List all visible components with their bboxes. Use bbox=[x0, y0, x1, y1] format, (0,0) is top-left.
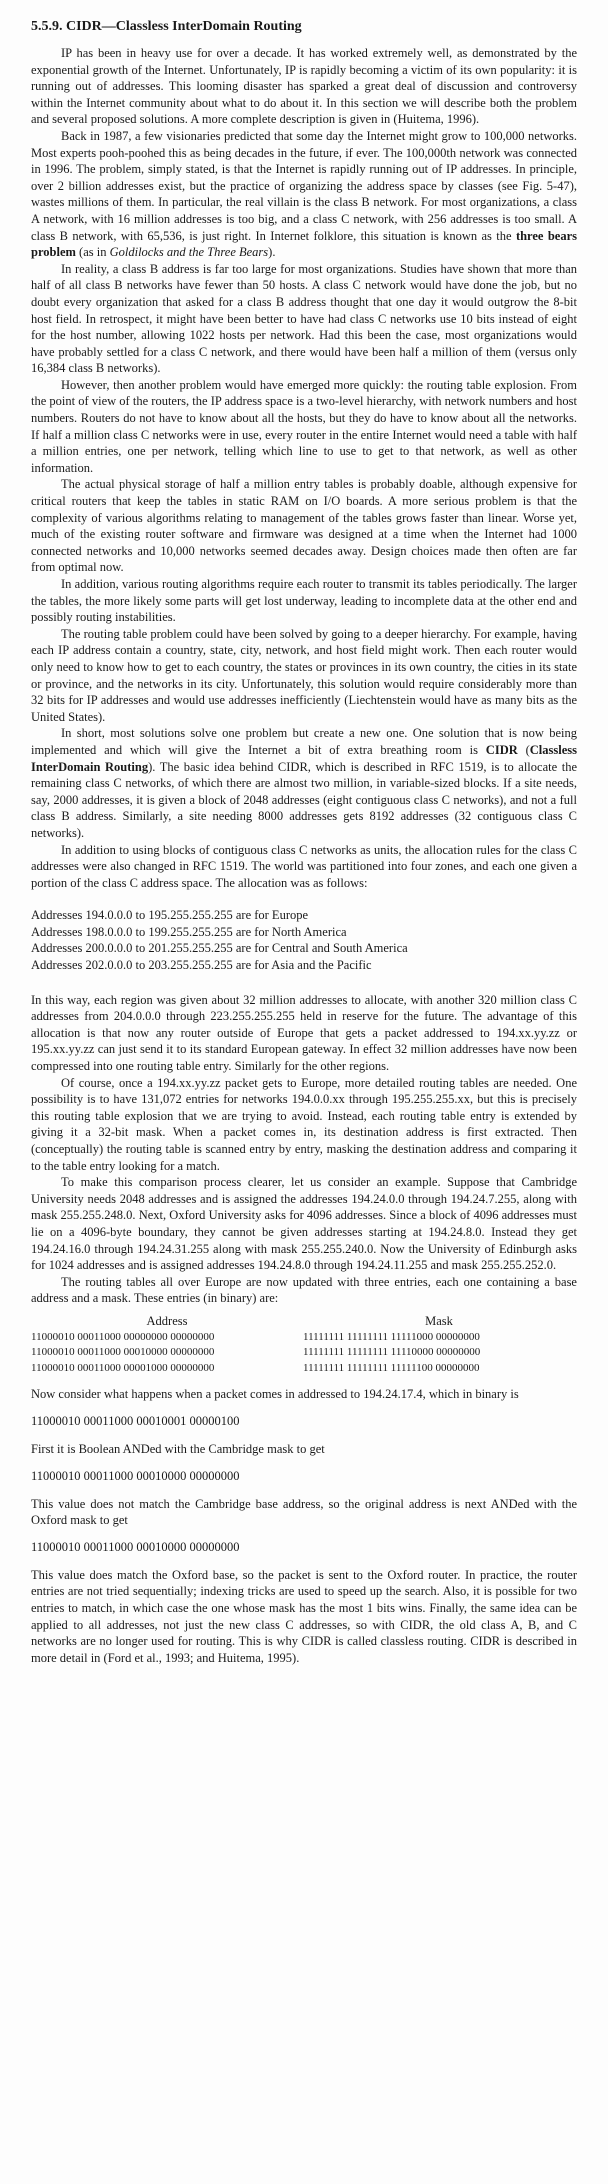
paragraph-1: IP has been in heavy use for over a decade. It has worked extremely well, as demonstrated by the exponential growth of the Internet. Unfortunately, IP is rapidly becoming a victim of its own popularity: it is running out of addresses. This looming disaster has sparked a great deal of discussion and controversy within the Internet community about what to do about it. In this section we will describe both the problem and several proposed solutions. A more complete description is given in (Huitema, 1996). bbox=[31, 46, 577, 127]
paragraph-9: In addition to using blocks of contiguous class C networks as units, the allocation rules for the class C addresses were also changed in RFC 1519. The world was partitioned into four zones, and each one given a portion of the class C address space. The allocation was as follows: bbox=[31, 842, 577, 890]
table-row bbox=[31, 1361, 575, 1377]
mask-column-header: Mask bbox=[425, 1313, 453, 1328]
goldilocks-title: Goldilocks and the Three Bears bbox=[109, 245, 269, 260]
paragraph-8-text-b: ( bbox=[517, 742, 530, 757]
paragraph-3: In reality, a class B address is far too large for most organizations. Studies have shown that more than half of all class B networks have fewer than 50 hosts. A class C network would have done the job, but no doubt every organization that asked for a class B address thought that one day it would outgrow the 8-bit host field. In retrospect, it might have been better to have had class C networks use 10 bits instead of eight for the host number, allowing 1022 hosts per network. Had this been the case, most organizations would have probably settled for a class C network, and there would have been half a million of them (versus only 16,384 class B networks). bbox=[31, 261, 577, 376]
oxford-mask: 11111111 11111111 11110000 00000000 bbox=[303, 1346, 481, 1359]
paragraph-10: In this way, each region was given about 32 million addresses to allocate, with another 320 million class C addresses from 204.0.0.0 through 223.255.255.255 held in reserve for the future. The advantage of this allocation is that now any router outside of Europe that gets a packet addressed to 194.xx.yy.zz or 195.xx.yy.zz can just send it to its standard European gateway. In effect 32 million addresses have now been compressed into one routing table entry. Similarly for the other regions. bbox=[31, 992, 577, 1074]
paragraph-15: First it is Boolean ANDed with the Cambridge mask to get bbox=[31, 1442, 325, 1457]
cidr-term: CIDR bbox=[485, 742, 518, 757]
edinburgh-address: 11000010 00011000 00001000 00000000 bbox=[31, 1361, 215, 1374]
allocation-south-america: Addresses 200.0.0.0 to 201.255.255.255 are for Central and South America bbox=[31, 941, 408, 956]
section-title: 5.5.9. CIDR—Classless InterDomain Routing bbox=[31, 19, 302, 34]
three-bears-term: three bears problem bbox=[31, 228, 577, 260]
allocation-europe: Addresses 194.0.0.0 to 195.255.255.255 are for Europe bbox=[31, 908, 309, 923]
routing-table bbox=[31, 1313, 575, 1377]
paragraph-11: Of course, once a 194.xx.yy.zz packet gets to Europe, more detailed routing tables are needed. One possibility is to have 131,072 entries for networks 194.0.0.xx through 195.255.255.xx, but this is precisely this routing table explosion that we are trying to avoid. Instead, each routing table entry is extended by giving it a 32-bit mask. When a packet comes in, its destination address is first extracted. Then (conceptually) the routing table is scanned entry by entry, masking the destination address and comparing it to the table entry looking for a match. bbox=[31, 1075, 577, 1173]
paragraph-8-text-a: In short, most solutions solve one problem but create a new one. One solution that is now being implemented and which will give the Internet a bit of extra breathing room is bbox=[31, 726, 577, 757]
paragraph-2 bbox=[31, 128, 577, 261]
routing-table-header bbox=[31, 1313, 575, 1330]
address-column-header: Address bbox=[146, 1313, 188, 1328]
incoming-binary: 11000010 00011000 00010001 00000100 bbox=[31, 1414, 240, 1429]
document-body bbox=[31, 17, 577, 1666]
cambridge-and-result: 11000010 00011000 00010000 00000000 bbox=[31, 1468, 240, 1483]
oxford-address: 11000010 00011000 00010000 00000000 bbox=[31, 1346, 215, 1359]
paragraph-17: This value does match the Oxford base, so the packet is sent to the Oxford router. In practice, the router entries are not tried sequentially; indexing tricks are used to speed up the search. Also, it is possible for two entries to match, in which case the one whose mask has the most 1 bits wins. Finally, the same idea can be applied to all addresses, not just the new class C addresses, so with CIDR, the old class A, B, and C networks are no longer used for routing. This is why CIDR is called classless routing. CIDR is described in more detail in (Ford et al., 1993; and Huitema, 1995). bbox=[31, 1567, 577, 1665]
allocation-north-america: Addresses 198.0.0.0 to 199.255.255.255 are for North America bbox=[31, 924, 347, 939]
paragraph-8-text-c: ). The basic idea behind CIDR, which is described in RFC 1519, is to allocate the remaining class C networks, of which there are almost two million, in variable-sized blocks. If a site needs, say, 2000 addresses, it is given a block of 2048 addresses (eight contiguous class C networks), and not a full class B address. Similarly, a site needing 8000 addresses gets 8192 addresses (32 contiguous class C networks). bbox=[31, 759, 577, 840]
paragraph-8 bbox=[31, 725, 577, 841]
paragraph-16: This value does not match the Cambridge base address, so the original address is next ANDed with the Oxford mask to get bbox=[31, 1496, 577, 1528]
cambridge-address: 11000010 00011000 00000000 00000000 bbox=[31, 1330, 215, 1343]
paragraph-2-text-a: Back in 1987, a few visionaries predicted that some day the Internet might grow to 100,000 networks. Most experts pooh-poohed this as being decades in the future, if ever. The 100,000th network was connected in 1996. The problem, simply stated, is that the Internet is rapidly running out of IP addresses. In principle, over 2 billion addresses exist, but the practice of organizing the address space by classes (see Fig. 5-47), wastes millions of them. In particular, the real villain is the class B network. For most organizations, a class A network, with 16 million addresses is too big, and a class C network, with 256 addresses is too small. A class B network, with 65,536, is just right. In Internet folklore, this situation is known as the bbox=[31, 128, 577, 243]
edinburgh-mask: 11111111 11111111 11111100 00000000 bbox=[303, 1361, 480, 1374]
paragraph-14: Now consider what happens when a packet comes in addressed to 194.24.17.4, which in binary is bbox=[31, 1387, 519, 1402]
paragraph-12: To make this comparison process clearer, let us consider an example. Suppose that Cambridge University needs 2048 addresses and is assigned the addresses 194.24.0.0 through 194.24.7.255, along with mask 255.255.248.0. Next, Oxford University asks for 4096 addresses. Since a block of 4096 addresses must lie on a 4096-byte boundary, they cannot be given addresses starting at 194.24.8.0. Instead they get 194.24.16.0 through 194.24.31.255 along with mask 255.255.240.0. Now the University of Edinburgh asks for 1024 addresses and is assigned addresses 194.24.8.0 through 194.24.11.255 and mask 255.255.252.0. bbox=[31, 1175, 577, 1273]
paragraph-6: In addition, various routing algorithms require each router to transmit its tables periodically. The larger the tables, the more likely some parts will get lost underway, leading to incomplete data at the other end and possibly routing instabilities. bbox=[31, 577, 577, 625]
paragraph-2-text-b: (as in bbox=[75, 245, 110, 260]
paragraph-2-text-c: ). bbox=[268, 245, 276, 260]
allocation-list bbox=[31, 907, 577, 973]
paragraph-13: The routing tables all over Europe are now updated with three entries, each one containing a base address and a mask. These entries (in binary) are: bbox=[31, 1274, 577, 1306]
cidr-expansion-term: Classless InterDomain Routing bbox=[31, 742, 577, 774]
paragraph-4: However, then another problem would have emerged more quickly: the routing table explosion. From the point of view of the routers, the IP address space is a two-level hierarchy, with network numbers and host numbers. Routers do not have to know about all the hosts, but they do have to know about all the networks. If half a million class C networks were in use, every router in the entire Internet would need a table with half a million entries, one per network, telling which line to use to get to that network, as well as other information. bbox=[31, 377, 577, 475]
oxford-and-result: 11000010 00011000 00010000 00000000 bbox=[31, 1539, 240, 1554]
paragraph-7: The routing table problem could have been solved by going to a deeper hierarchy. For example, having each IP address contain a country, state, city, network, and host field might work. Then each router would only need to know how to get to each country, the states or provinces in its own country, the cities in its state or province, and the networks in its city. Unfortunately, this solution would require considerably more than 32 bits for IP addresses and would use addresses inefficiently (Liechtenstein would have as many bits as the United States). bbox=[31, 626, 577, 724]
table-row bbox=[31, 1345, 575, 1361]
paragraph-5: The actual physical storage of half a million entry tables is probably doable, although expensive for critical routers that keep the tables in static RAM on I/O boards. A more serious problem is that the complexity of various algorithms relating to management of the tables grows faster than linear. Worse yet, much of the existing router software and firmware was designed at a time when the Internet had 1000 connected networks and 10,000 networks seemed decades away. Design choices made then often are far from optimal now. bbox=[31, 477, 577, 575]
cambridge-mask: 11111111 11111111 11111000 00000000 bbox=[303, 1330, 480, 1343]
allocation-asia-pacific: Addresses 202.0.0.0 to 203.255.255.255 are for Asia and the Pacific bbox=[31, 958, 372, 973]
table-row bbox=[31, 1330, 575, 1346]
